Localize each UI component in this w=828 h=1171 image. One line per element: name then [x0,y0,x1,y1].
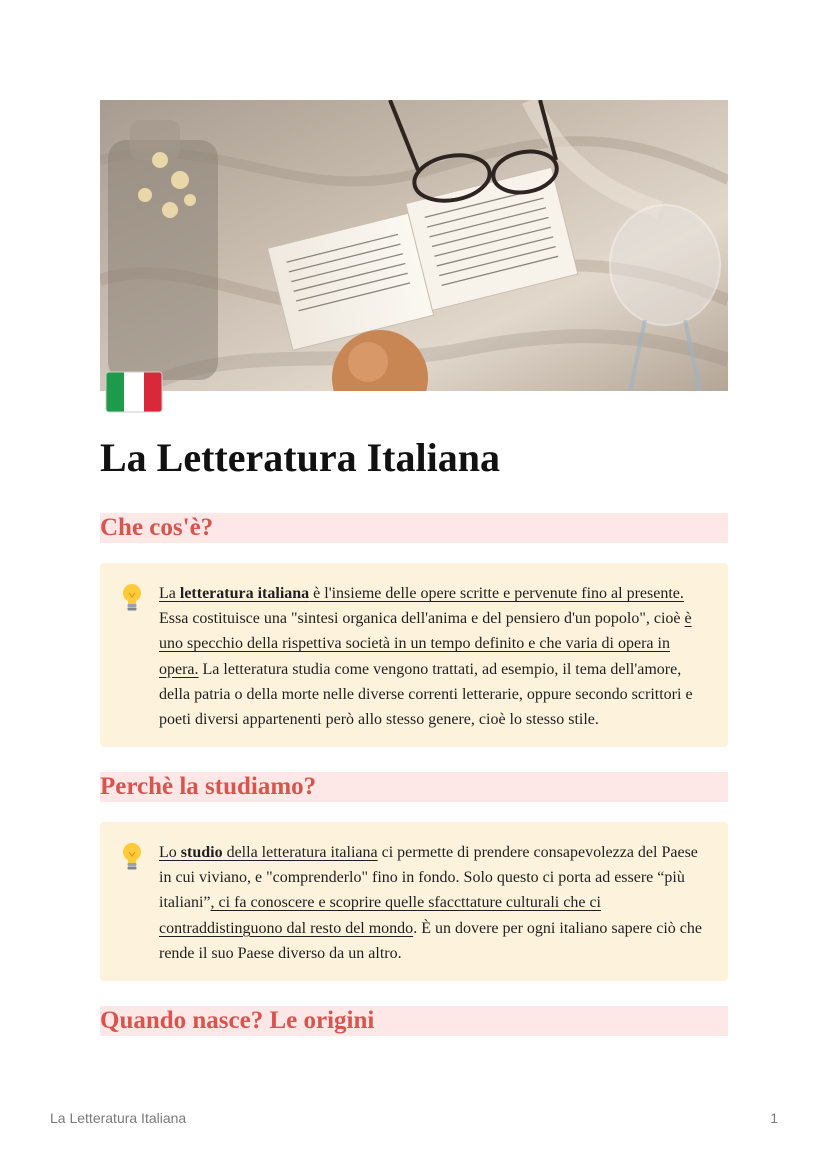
lightbulb-icon [121,842,143,872]
text-run-bold: studio [180,844,223,861]
section-heading-perche: Perchè la studiamo? [100,772,728,802]
text-run: Lo [159,844,181,861]
text-run: è l'insieme delle opere scritte e pervenute fino al presente. [309,585,684,602]
section-heading-che-cose: Che cos'è? [100,513,728,543]
text-run: Essa costituisce una "sintesi organica dell'anima e del pensiero d'un popolo", cioè [159,610,685,628]
footer-title: La Letteratura Italiana [50,1110,187,1126]
text-run-bold: letteratura italiana [179,585,310,602]
text-run-underlined: è uno specchio della rispettiva società in un tempo definito e che varia di opera in opera. [159,610,692,678]
callout-text [159,581,708,732]
page-number: 1 [770,1110,778,1126]
text-run: . È un dovere per ogni italiano sapere ciò che rende il suo Paese diverso da un altro. [159,919,702,962]
section-heading-origini: Quando nasce? Le origini [100,1006,728,1036]
page-title: La Letteratura Italiana [100,435,500,480]
callout-che-cose [100,563,728,747]
cover-image [100,100,728,391]
text-run-underlined: , ci fa conoscere e scoprire quelle sfaccttature culturali che ci contraddistinguono dal resto del mondo [159,894,601,937]
callout-text [159,840,708,966]
text-run: ci permette di prendere consapevolezza del Paese in cui viviano, e "comprenderlo" fino in fondo. Solo questo ci porta ad essere “più italiani” [159,844,698,912]
text-run: La letteratura studia come vengono trattati, ad esempio, il tema dell'amore, della patria o della morte nelle diverse correnti letterarie, oppure secondo scrittori e poeti diversi appartenenti però allo stesso genere, cioè lo stesso stile. [159,660,693,729]
callout-perche [100,822,728,981]
lightbulb-icon [121,583,143,613]
italian-flag-icon [104,368,164,416]
text-run: La [159,585,180,602]
text-run: della letteratura italiana [222,844,378,861]
